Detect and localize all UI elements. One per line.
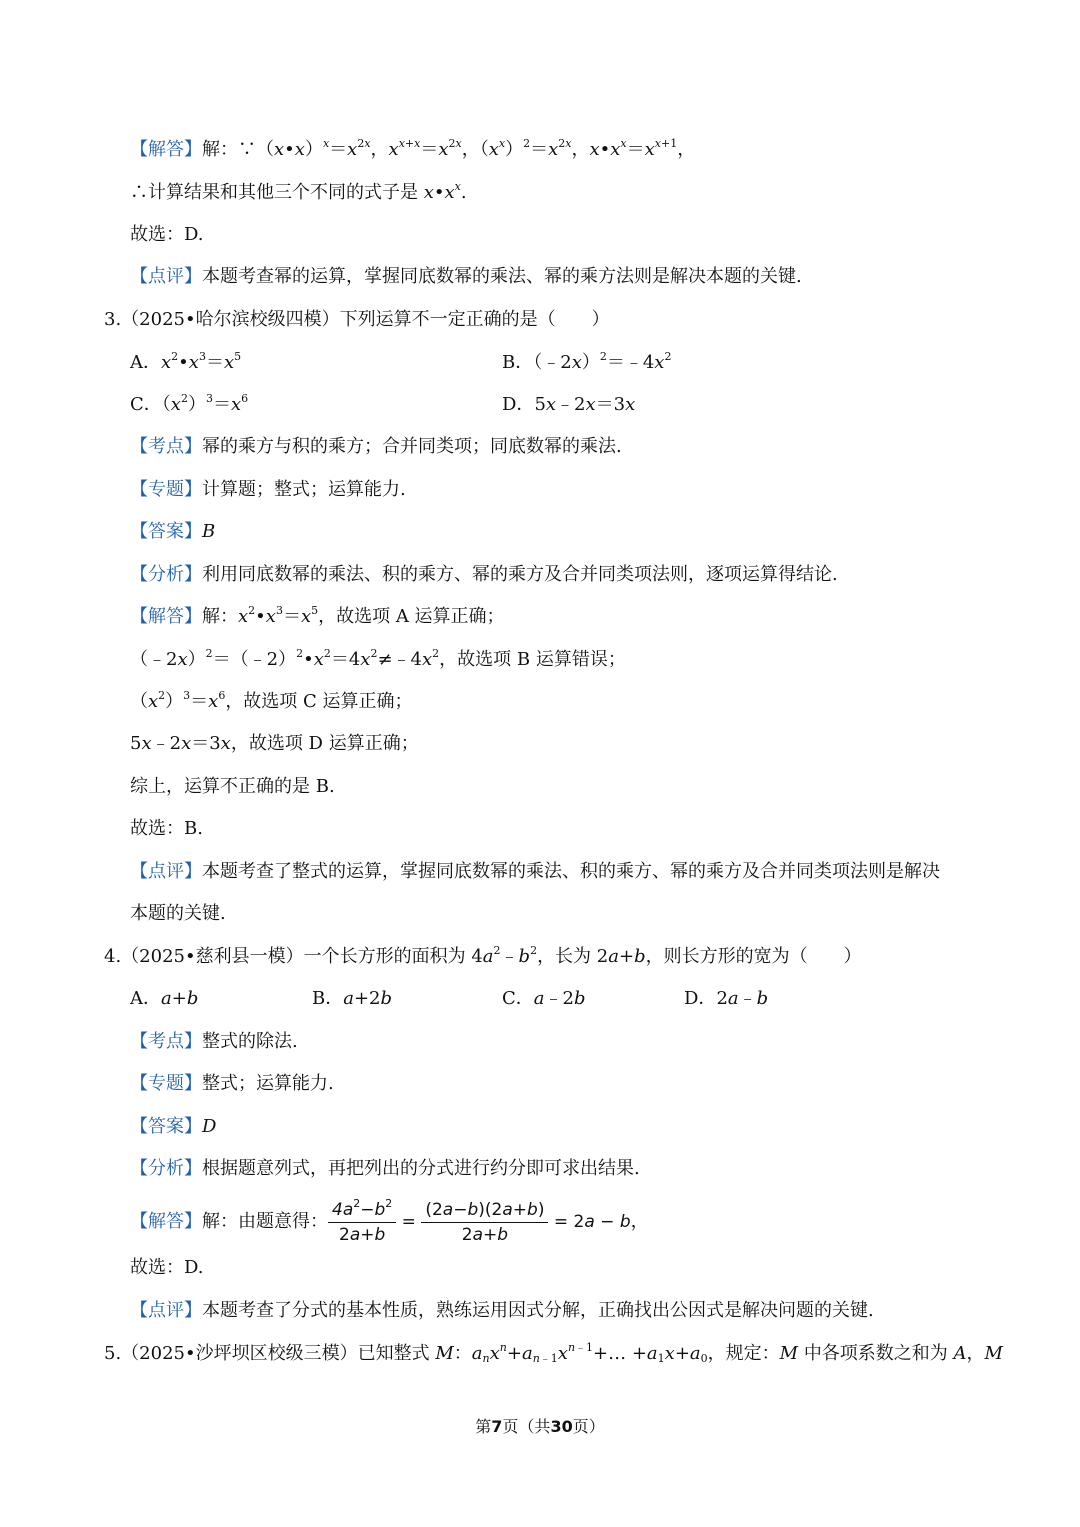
- topic-tag: 【专题】: [130, 1073, 202, 1094]
- q3-topic: 【专题】计算题；整式；运算能力.: [130, 479, 406, 500]
- q4-option-c: C．a﹣2b: [502, 988, 586, 1009]
- prev-choice: 故选：D.: [130, 224, 204, 245]
- key-tag: 【答案】: [130, 1116, 202, 1137]
- prev-answer-line: 【解答】解：$\because(x•x)^x=x^{2x}$，$x^{x+x}=x^{2x}$，$(x^x)^2=x^{2x}$，$x•x^x=x^{x+1}$，: [130, 137, 696, 160]
- answer-tag: 【解答】: [130, 139, 202, 160]
- q4-comment: 【点评】本题考查了分式的基本性质，熟练运用因式分解，正确找出公因式是解决问题的关键.: [130, 1300, 874, 1321]
- comment-tag: 【点评】: [130, 1300, 202, 1321]
- q4-solution: 【解答】解：由题意得： $\frac{4a^2-b^2}{2a+b}$ = $\frac{(2a-b)(2a+b)}{2a+b}$ = 2a − b，: [130, 1196, 649, 1245]
- q4-header: 4.（2025•慈利县一模）一个长方形的面积为 $4a^2﹣b^2$，长为 2a+b，则长方形的宽为（ ）: [104, 944, 862, 967]
- page-footer: 第7页（共30页）: [475, 1417, 605, 1436]
- q4-key: 【答案】D: [130, 1116, 217, 1137]
- q3-option-d: D．5x﹣2x＝3x: [502, 394, 636, 415]
- answer-tag: 【解答】: [130, 1211, 202, 1232]
- q3-comment-2: 本题的关键.: [130, 903, 226, 924]
- page-total: 30: [550, 1417, 573, 1436]
- q3-option-b: B．$(﹣2x)^2=﹣4x^2$: [502, 350, 672, 373]
- q4-choice: 故选：D.: [130, 1257, 204, 1278]
- q3-key: 【答案】B: [130, 521, 216, 542]
- q4-option-b: B．a+2b: [312, 988, 393, 1009]
- q3-comment-1: 【点评】本题考查了整式的运算，掌握同底数幂的乘法、积的乘方、幂的乘方及合并同类项法则是解决: [130, 861, 940, 882]
- q3-option-c: C．$(x^2)^3=x^6$: [130, 392, 249, 415]
- point-tag: 【考点】: [130, 1031, 202, 1052]
- page-number: 7: [491, 1417, 503, 1436]
- q4-option-d: D．2a﹣b: [684, 988, 769, 1009]
- prev-derive-line: ∴计算结果和其他三个不同的式子是 $x•x^x$.: [130, 180, 467, 203]
- q4-option-a: A．a+b: [130, 988, 199, 1009]
- q3-option-a: A．$x^2•x^3=x^5$: [130, 350, 242, 373]
- prev-comment: 【点评】本题考查幂的运算，掌握同底数幂的乘法、幂的乘方法则是解决本题的关键.: [130, 266, 802, 287]
- answer-tag: 【解答】: [130, 606, 202, 627]
- topic-tag: 【专题】: [130, 479, 202, 500]
- q3-solution-b: $(﹣2x)^2=(﹣2)^2•x^2=4x^2\ne﹣4x^2$，故选项 B 运算错误；: [130, 647, 626, 670]
- fraction-2: $\frac{(2a-b)(2a+b)}{2a+b}$: [421, 1198, 548, 1247]
- q3-header: 3.（2025•哈尔滨校级四模）下列运算不一定正确的是（ ）: [104, 309, 610, 330]
- q3-point: 【考点】幂的乘方与积的乘方；合并同类项；同底数幂的乘法.: [130, 436, 622, 457]
- analysis-tag: 【分析】: [130, 564, 202, 585]
- q3-summary: 综上，运算不正确的是 B.: [130, 776, 335, 797]
- analysis-tag: 【分析】: [130, 1158, 202, 1179]
- q3-analysis: 【分析】利用同底数幂的乘法、积的乘方、幂的乘方及合并同类项法则，逐项运算得结论.: [130, 564, 838, 585]
- fraction-1: $\frac{4a^2-b^2}{2a+b}$: [328, 1198, 396, 1247]
- q5-header: 5.（2025•沙坪坝区校级三模）已知整式 M：$a_nx^n+a_{n﹣1}x^{n﹣1}+\dots +a_1x+a_0$，规定：M 中各项系数之和为 A，M: [104, 1341, 1003, 1365]
- q4-analysis: 【分析】根据题意列式，再把列出的分式进行约分即可求出结果.: [130, 1158, 640, 1179]
- point-tag: 【考点】: [130, 436, 202, 457]
- comment-tag: 【点评】: [130, 266, 202, 287]
- q4-point: 【考点】整式的除法.: [130, 1031, 298, 1052]
- q3-solution-c: $(x^2)^3=x^6$，故选项 C 运算正确；: [130, 689, 413, 712]
- q3-choice: 故选：B.: [130, 818, 203, 839]
- q3-solution-d: 5x﹣2x＝3x，故选项 D 运算正确；: [130, 733, 419, 754]
- q4-topic: 【专题】整式；运算能力.: [130, 1073, 334, 1094]
- key-tag: 【答案】: [130, 521, 202, 542]
- comment-tag: 【点评】: [130, 861, 202, 882]
- q3-solution-a: 【解答】解：$x^2•x^3=x^5$，故选项 A 运算正确；: [130, 604, 505, 627]
